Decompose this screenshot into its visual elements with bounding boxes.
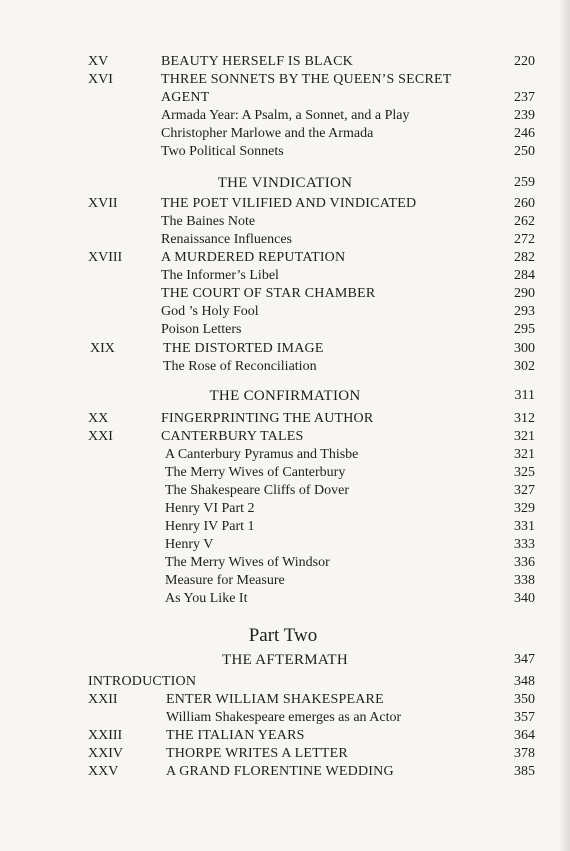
page-number: 300 bbox=[514, 341, 535, 356]
toc-entry-chapter-xxiv bbox=[0, 745, 570, 763]
page-number: 378 bbox=[514, 746, 535, 761]
toc-entry-chapter-xvi bbox=[0, 71, 570, 89]
toc-subentry bbox=[0, 213, 570, 231]
page-number: 311 bbox=[514, 388, 535, 403]
toc-entry-chapter-xxii bbox=[0, 691, 570, 709]
toc-subentry bbox=[0, 321, 570, 339]
page-number: 260 bbox=[514, 196, 535, 211]
chapter-number: XVII bbox=[88, 196, 118, 211]
chapter-title: A MURDERED REPUTATION bbox=[161, 250, 346, 265]
page-number: 364 bbox=[514, 728, 535, 743]
chapter-title-line-1: THREE SONNETS BY THE QUEEN’S SECRET bbox=[161, 72, 452, 87]
page-number: 284 bbox=[514, 268, 535, 283]
section-title: As You Like It bbox=[165, 591, 248, 606]
page-number: 250 bbox=[514, 144, 535, 159]
toc-subentry bbox=[0, 709, 570, 727]
section-title: The Shakespeare Cliffs of Dover bbox=[165, 483, 350, 498]
toc-subentry bbox=[0, 285, 570, 303]
toc-subentry bbox=[0, 143, 570, 161]
toc-section-vindication bbox=[0, 173, 570, 193]
page-number: 350 bbox=[514, 692, 535, 707]
section-title: Poison Letters bbox=[161, 322, 242, 337]
page-number: 239 bbox=[514, 108, 535, 123]
section-title: The Merry Wives of Canterbury bbox=[165, 465, 346, 480]
section-title: The Rose of Reconciliation bbox=[163, 359, 317, 374]
part-heading bbox=[0, 624, 570, 648]
toc-entry-chapter-xx bbox=[0, 410, 570, 428]
chapter-number: XV bbox=[88, 54, 109, 69]
section-title: God ’s Holy Fool bbox=[161, 304, 259, 319]
chapter-number: XXIII bbox=[88, 728, 123, 743]
page-number: 348 bbox=[514, 674, 535, 689]
page-number: 282 bbox=[514, 250, 535, 265]
chapter-number: XXII bbox=[88, 692, 118, 707]
toc-subentry bbox=[0, 518, 570, 536]
toc-entry-chapter-xv bbox=[0, 53, 570, 71]
toc-subentry bbox=[0, 231, 570, 249]
page-number: 336 bbox=[514, 555, 535, 570]
page-number: 321 bbox=[514, 447, 535, 462]
chapter-number: XX bbox=[88, 411, 109, 426]
toc-entry-chapter-xviii bbox=[0, 249, 570, 267]
toc-subentry bbox=[0, 358, 570, 376]
chapter-title: A GRAND FLORENTINE WEDDING bbox=[166, 764, 394, 779]
toc-subentry bbox=[0, 536, 570, 554]
page-number: 347 bbox=[514, 652, 535, 667]
toc-subentry bbox=[0, 500, 570, 518]
page-number: 290 bbox=[514, 286, 535, 301]
toc-subentry bbox=[0, 572, 570, 590]
page-number: 333 bbox=[514, 537, 535, 552]
toc-subentry bbox=[0, 554, 570, 572]
chapter-number: XXI bbox=[88, 429, 113, 444]
section-heading: THE CONFIRMATION bbox=[209, 388, 361, 404]
section-heading: THE VINDICATION bbox=[217, 175, 353, 191]
page-number: 262 bbox=[514, 214, 535, 229]
toc-section-aftermath bbox=[0, 650, 570, 670]
chapter-title: THE ITALIAN YEARS bbox=[166, 728, 305, 743]
toc-entry-introduction bbox=[0, 673, 570, 691]
chapter-title: THE POET VILIFIED AND VINDICATED bbox=[161, 196, 417, 211]
chapter-number: XVIII bbox=[88, 250, 123, 265]
section-title: Christopher Marlowe and the Armada bbox=[161, 126, 374, 141]
toc-subentry bbox=[0, 303, 570, 321]
page-number: 293 bbox=[514, 304, 535, 319]
section-title: Henry V bbox=[165, 537, 214, 552]
section-title: A Canterbury Pyramus and Thisbe bbox=[165, 447, 359, 462]
section-title: The Informer’s Libel bbox=[161, 268, 279, 283]
chapter-number: XIX bbox=[90, 341, 115, 356]
toc-entry-chapter-xxi bbox=[0, 428, 570, 446]
page-number: 340 bbox=[514, 591, 535, 606]
toc-subentry bbox=[0, 482, 570, 500]
chapter-title: BEAUTY HERSELF IS BLACK bbox=[161, 54, 353, 69]
page-number: 327 bbox=[514, 483, 535, 498]
section-title: THE COURT OF STAR CHAMBER bbox=[161, 286, 376, 301]
page-number: 329 bbox=[514, 501, 535, 516]
entry-title: INTRODUCTION bbox=[88, 674, 197, 689]
chapter-title: FINGERPRINTING THE AUTHOR bbox=[161, 411, 374, 426]
toc-entry-chapter-xxiii bbox=[0, 727, 570, 745]
toc-subentry bbox=[0, 446, 570, 464]
page-number: 302 bbox=[514, 359, 535, 374]
page-number: 338 bbox=[514, 573, 535, 588]
toc-entry-chapter-xvi-cont bbox=[0, 89, 570, 107]
section-heading: THE AFTERMATH bbox=[222, 652, 348, 668]
chapter-number: XVI bbox=[88, 72, 113, 87]
toc-entry-chapter-xix bbox=[0, 340, 570, 358]
page-number: 385 bbox=[514, 764, 535, 779]
toc-entry-chapter-xxv bbox=[0, 763, 570, 781]
page-number: 357 bbox=[514, 710, 535, 725]
part-title: Part Two bbox=[248, 625, 318, 646]
toc-subentry bbox=[0, 125, 570, 143]
page-number: 312 bbox=[514, 411, 535, 426]
toc-subentry bbox=[0, 590, 570, 608]
section-title: Armada Year: A Psalm, a Sonnet, and a Play bbox=[161, 108, 410, 123]
page-number: 237 bbox=[514, 90, 535, 105]
section-title: Renaissance Influences bbox=[161, 232, 292, 247]
section-title: Henry VI Part 2 bbox=[165, 501, 255, 516]
page-number: 321 bbox=[514, 429, 535, 444]
section-title: The Baines Note bbox=[161, 214, 256, 229]
section-title: The Merry Wives of Windsor bbox=[165, 555, 330, 570]
toc-entry-chapter-xvii bbox=[0, 195, 570, 213]
chapter-title: THE DISTORTED IMAGE bbox=[163, 341, 324, 356]
toc-subentry bbox=[0, 107, 570, 125]
page-number: 259 bbox=[514, 175, 535, 190]
chapter-title: CANTERBURY TALES bbox=[161, 429, 304, 444]
chapter-title: ENTER WILLIAM SHAKESPEARE bbox=[166, 692, 384, 707]
section-title: Two Political Sonnets bbox=[161, 144, 284, 159]
page-number: 246 bbox=[514, 126, 535, 141]
chapter-number: XXIV bbox=[88, 746, 123, 761]
page-number: 220 bbox=[514, 54, 535, 69]
page-number: 331 bbox=[514, 519, 535, 534]
page-number: 325 bbox=[514, 465, 535, 480]
chapter-number: XXV bbox=[88, 764, 119, 779]
toc-subentry bbox=[0, 464, 570, 482]
section-title: Henry IV Part 1 bbox=[165, 519, 255, 534]
chapter-title: THORPE WRITES A LETTER bbox=[166, 746, 348, 761]
section-title: Measure for Measure bbox=[165, 573, 285, 588]
page-number: 295 bbox=[514, 322, 535, 337]
toc-section-confirmation bbox=[0, 386, 570, 406]
section-title: William Shakespeare emerges as an Actor bbox=[166, 710, 402, 725]
chapter-title-line-2: AGENT bbox=[161, 90, 210, 105]
toc-subentry bbox=[0, 267, 570, 285]
page-number: 272 bbox=[514, 232, 535, 247]
